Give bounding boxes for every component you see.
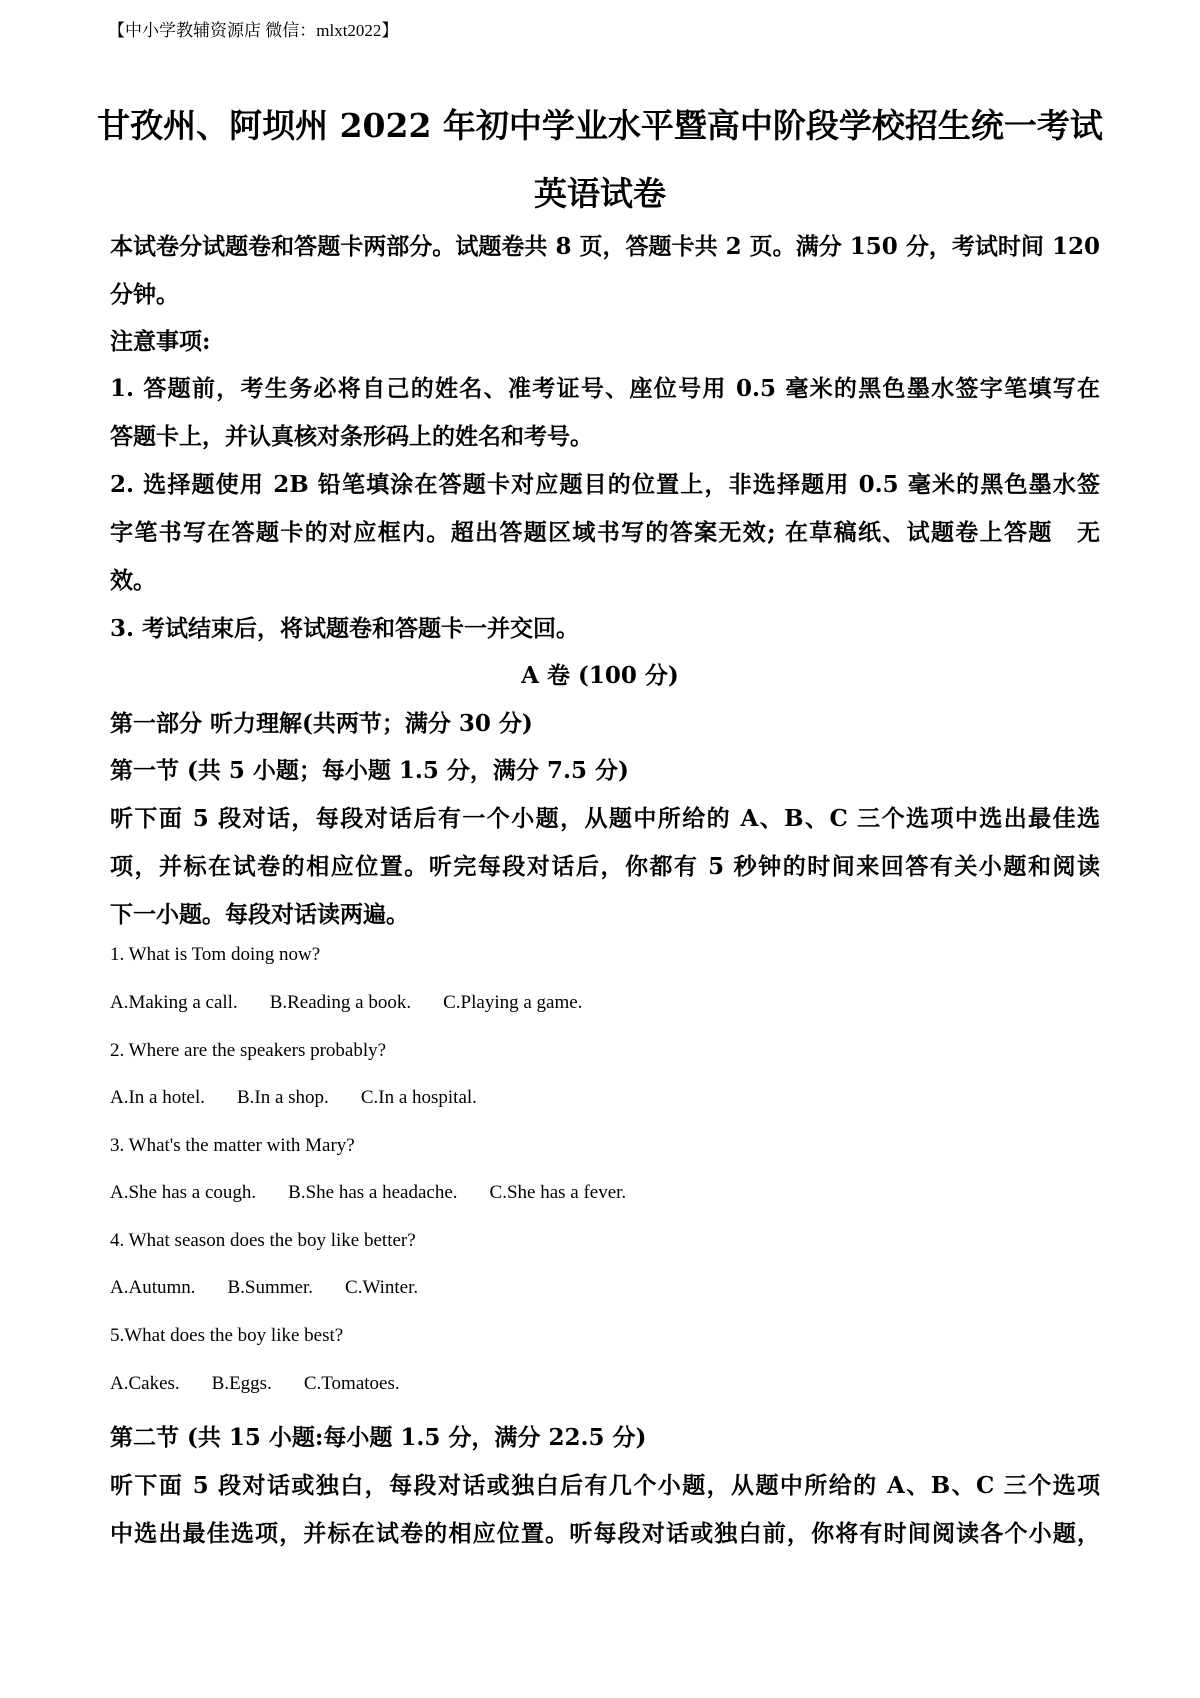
notice-heading: 注意事项: [110,328,211,355]
notice-item-2-line-1: 2. 选择题使用 2B 铅笔填涂在答题卡对应题目的位置上，非选择题用 0.5 毫米的黑色墨水签 [110,471,1100,498]
question-5: 5.What does the boy like best? [110,1325,344,1346]
section-1-instructions-line-3: 下一小题。每段对话读两遍。 [110,901,409,928]
notice-item-2-line-2: 字笔书写在答题卡的对应框内。超出答题区域书写的答案无效; 在草稿纸、试题卷上答题 无 [110,519,1100,546]
question-3: 3. What's the matter with Mary? [110,1135,355,1156]
option-b: B.Summer. [227,1277,314,1298]
option-a: A.Cakes. [110,1373,180,1394]
part-1-section-1-heading: 第一节 (共 5 小题；每小题 1.5 分，满分 7.5 分) [110,757,629,784]
section-1-instructions-line-2: 项，并标在试卷的相应位置。听完每段对话后，你都有 5 秒钟的时间来回答有关小题和阅读 [110,853,1100,880]
question-4: 4. What season does the boy like better? [110,1230,416,1251]
notice-item-3: 3. 考试结束后，将试题卷和答题卡一并交回。 [110,615,580,642]
option-c: C.Tomatoes. [303,1373,400,1394]
option-a: A.She has a cough. [110,1182,257,1203]
question-1: 1. What is Tom doing now? [110,944,321,965]
option-b: B.In a shop. [236,1087,329,1108]
section-1-instructions-line-1: 听下面 5 段对话，每段对话后有一个小题，从题中所给的 A、B、C 三个选项中选出最佳选 [110,805,1100,832]
question-2-options [110,1087,509,1109]
option-b: B.She has a headache. [288,1182,458,1203]
notice-item-2-line-3: 效。 [110,567,156,594]
question-3-options [110,1182,658,1204]
option-c: C.Winter. [345,1277,419,1298]
question-2: 2. Where are the speakers probably? [110,1040,387,1061]
intro-line-2: 分钟。 [110,281,179,308]
section-2-instructions-line-1: 听下面 5 段对话或独白，每段对话或独白后有几个小题，从题中所给的 A、B、C 三个选项 [110,1472,1100,1499]
part-1-heading: 第一部分 听力理解(共两节；满分 30 分) [110,710,533,737]
watermark-header: 【中小学教辅资源店 微信：mlxt2022】 [108,21,399,40]
option-a: A.In a hotel. [110,1087,205,1108]
notice-item-1-line-1: 1. 答题前，考生务必将自己的姓名、准考证号、座位号用 0.5 毫米的黑色墨水签字笔填写在 [110,375,1100,402]
option-c: C.Playing a game. [443,992,583,1013]
intro-line-1: 本试卷分试题卷和答题卡两部分。试题卷共 8 页，答题卡共 2 页。满分 150 分，考试时间 120 [110,233,1100,260]
option-b: B.Reading a book. [269,992,412,1013]
question-5-options [110,1373,432,1395]
part-1-section-2-heading: 第二节 (共 15 小题:每小题 1.5 分，满分 22.5 分) [110,1424,647,1451]
question-4-options [110,1277,450,1299]
option-a: A.Making a call. [110,992,238,1013]
option-c: C.In a hospital. [360,1087,477,1108]
notice-item-1-line-2: 答题卡上，并认真核对条形码上的姓名和考号。 [110,423,593,450]
option-c: C.She has a fever. [489,1182,627,1203]
section-2-instructions-line-2: 中选出最佳选项，并标在试卷的相应位置。听每段对话或独白前，你将有时间阅读各个小题， [110,1520,1100,1547]
exam-title: 甘孜州、阿坝州 2022 年初中学业水平暨高中阶段学校招生统一考试 [97,106,1103,145]
section-a-heading: A 卷 (100 分) [521,662,679,689]
question-1-options [110,992,614,1014]
exam-subtitle: 英语试卷 [534,174,666,213]
option-a: A.Autumn. [110,1277,196,1298]
option-b: B.Eggs. [211,1373,272,1394]
